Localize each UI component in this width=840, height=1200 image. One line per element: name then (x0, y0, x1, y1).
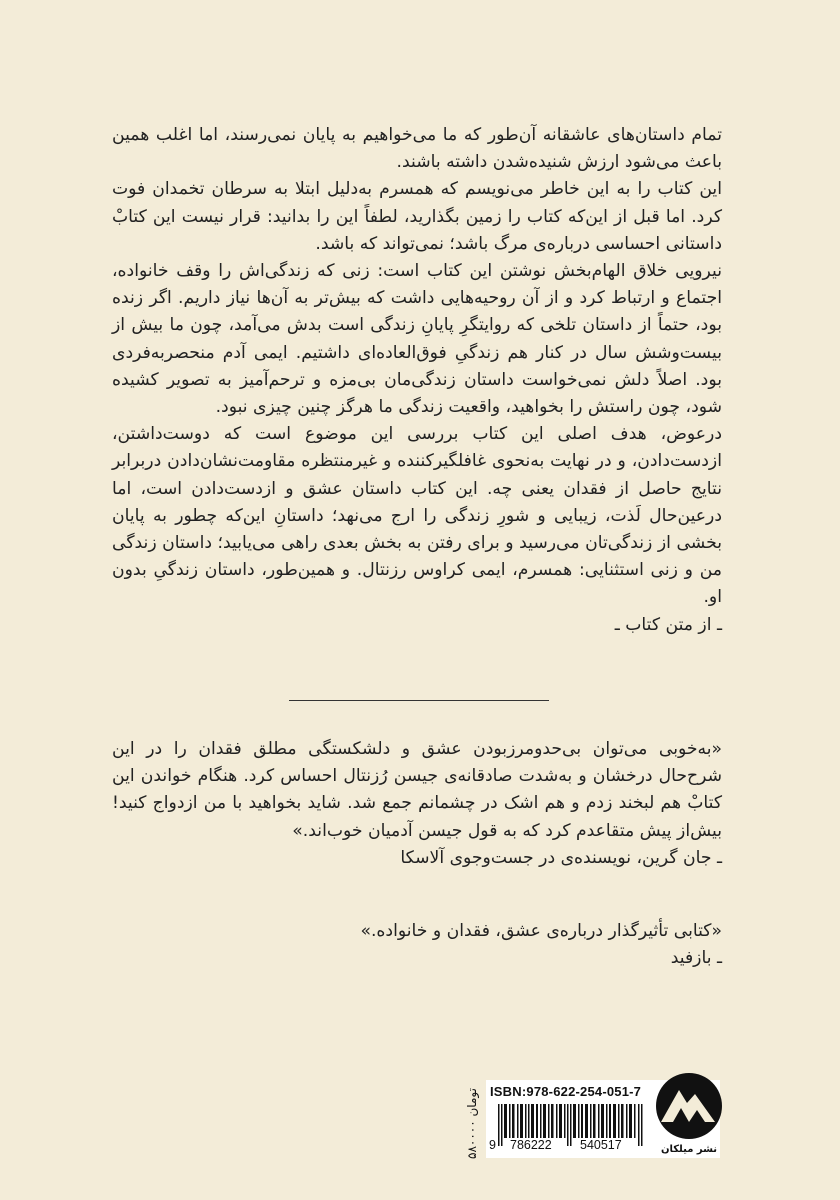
section-divider (289, 700, 549, 701)
excerpt-block (112, 122, 722, 639)
publisher-name: نشر میلکان (660, 1144, 718, 1155)
isbn-label: ISBN:978-622-254-051-7 (490, 1084, 642, 1099)
excerpt-attribution: ـ از متن کتاب ـ (614, 614, 722, 635)
excerpt-paragraph-3: نیرویی خلاق الهام‌بخش نوشتن این کتاب است: زنی که زندگی‌اش را وقف خانواده، اجتماع و ارتباط کرد و از آن روحیه‌هایی داشت که بیش‌تر به آن‌ها نیاز داریم. اگر زنده بود، حتماً از داستان تلخی که روایتگرِ پایانِ زندگی است بدش می‌آمد، چون ما بیش از بیست‌وشش سال در کنار هم زندگیِ فوق‌العاده‌ای داشتیم. ایمی آدم منحصربه‌فردی بود. اصلاً دلش نمی‌خواست داستان زندگی‌مان بی‌مزه و ترحم‌آمیز به تصویر کشیده شود، چون راستش را بخواهید، واقعیت زندگی ما هرگز چنین چیزی نبود. (112, 261, 722, 418)
review-attribution-2: ـ بازفید (670, 948, 722, 969)
barcode-lead-digit: 9 (489, 1138, 496, 1152)
excerpt-paragraph-2: این کتاب را به این خاطر می‌نویسم که همسرم به‌دلیل ابتلا به سرطان تخمدان فوت کرد. اما قبل از این‌که کتاب را زمین بگذارید، لطفاً این را بدانید: قرار نیست این کتابْ داستانی احساسی درباره‌ی مرگ باشد؛ نمی‌تواند که باشد. (112, 179, 722, 254)
price-label: ۵۸۰۰۰۰ تومان (465, 1088, 479, 1160)
publisher-logo (651, 1070, 727, 1155)
review-quote-1: «به‌خوبی می‌توان بی‌حدومرزبودن عشق و دلشکستگی مطلق فقدان را در این شرح‌حال درخشان و به‌شدت صادقانه‌ی جیسن رُزنتال احساس کرد. هنگام خواندن این کتابْ هم لبخند زدم و هم اشک در چشمانم جمع شد. شاید بخواهید با من ازدواج کنید! بیش‌از پیش متقاعدم کرد که به قول جیسن آدمیان خوب‌اند.» (112, 739, 722, 841)
excerpt-paragraph-1: تمام داستان‌های عاشقانه آن‌طور که ما می‌خواهیم به پایان نمی‌رسند، اما اغلب همین باعث می‌شود ارزش شنیده‌شدن داشته باشند. (112, 125, 722, 173)
mountain-logo-icon (653, 1070, 725, 1142)
review-attribution-1: ـ جان گرین، نویسنده‌ی در جست‌وجوی آلاسکا (400, 847, 722, 868)
barcode-digits-right: 540517 (580, 1138, 622, 1152)
review-quote-2: «کتابی تأثیرگذار درباره‌ی عشق، فقدان و خانواده.» (360, 921, 722, 941)
review-block-2 (112, 918, 722, 972)
excerpt-paragraph-4: درعوض، هدف اصلی این کتاب بررسی این موضوع است که دوست‌داشتن، ازدست‌دادن، و در نهایت به‌نحوی غافلگیرکننده و غیرمنتظره مقاومت‌نشان‌دادن دربرابر نتایج حاصل از فقدان یعنی چه. این کتاب داستان عشق و ازدست‌دادن است، اما درعین‌حال لَذت، زیبایی و شورِ زندگی را ارج می‌نهد؛ داستانِ این‌که چطور به پایان بخشی از زندگی‌تان می‌رسید و برای رفتن به بخش بعدی راهی می‌یابید؛ داستان زندگی من و زنی استثنایی: همسرم، ایمی کراوس رزنتال. و همین‌طور، داستان زندگیِ بدون او. (112, 424, 722, 608)
review-block-1 (112, 736, 722, 872)
barcode-digits-left: 786222 (510, 1138, 552, 1152)
